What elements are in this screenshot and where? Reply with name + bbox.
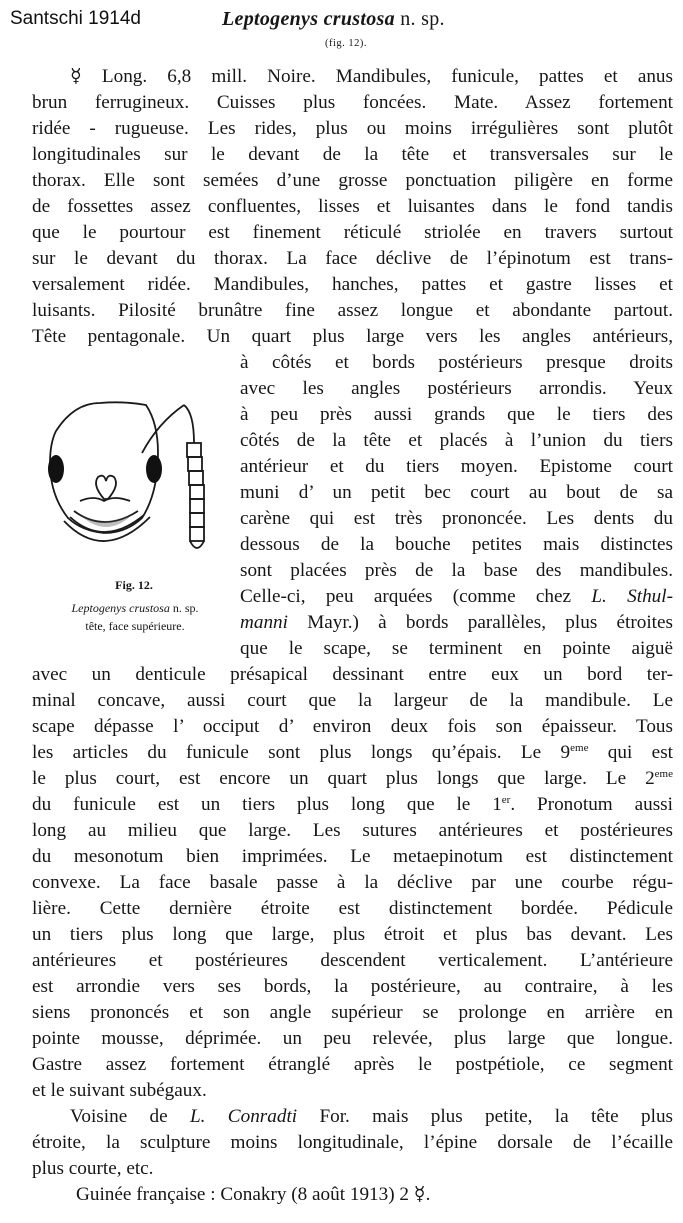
body-line: minal concave, aussi court que la largeur de la mandibule. Le: [32, 690, 673, 711]
figure-12: [34, 383, 214, 653]
line-text: Celle-ci, peu arquées (comme chez: [240, 586, 592, 607]
left-eye-shape: [48, 455, 64, 483]
body-line: ☿ Long. 6,8 mill. Noire. Mandibules, funicule, pattes et anus: [70, 66, 673, 87]
figure-label: Fig. 12.: [115, 578, 153, 592]
body-line: [32, 740, 673, 766]
body-line: de fossettes assez confluentes, lisses et luisantes dans le fond tandis: [32, 196, 673, 217]
species-reference: L. Conradti: [190, 1106, 298, 1127]
species-reference: L. Sthul-: [591, 586, 673, 607]
body-line: muni d’ un petit bec court au bout de sa: [240, 482, 673, 503]
line-text: For. mais plus petite, la tête plus: [297, 1106, 673, 1127]
body-line: thorax. Elle sont semées d’une grosse ponctuation piligère en forme: [32, 170, 673, 191]
caption-species-name: Leptogenys crustosa: [71, 601, 170, 615]
body-line: que le scape, se terminent en pointe aiguë: [240, 638, 673, 659]
citation-label: Santschi 1914d: [10, 8, 141, 29]
caption-suffix: n. sp.: [169, 601, 199, 615]
species-name: Leptogenys crustosa: [222, 8, 395, 30]
figure-reference: (fig. 12).: [325, 38, 368, 49]
body-line: et le suivant subégaux.: [32, 1080, 207, 1101]
body-line: long au milieu que large. Les sutures antérieures et postérieures: [32, 820, 673, 841]
ordinal-superscript: er: [501, 794, 511, 806]
line-text: Voisine de: [70, 1106, 190, 1127]
line-text: les articles du funicule sont plus longs qu’épais. Le 9: [32, 742, 571, 763]
body-line: luisants. Pilosité brunâtre fine assez longue et abondante partout.: [32, 300, 673, 321]
comparison-line: étroite, la sculpture moins longitudinale, l’épine dorsale de l’écaille: [32, 1132, 673, 1153]
body-line: sur le devant du thorax. La face déclive de l’épinotum est trans-: [32, 248, 673, 269]
species-reference: manni: [240, 612, 288, 633]
ordinal-superscript: eme: [654, 768, 673, 780]
right-eye-shape: [146, 455, 162, 483]
body-line: [240, 584, 673, 610]
comparison-line: [70, 1104, 673, 1130]
body-line: est arrondie vers ses bords, la postérieure, au contraire, à les: [32, 976, 673, 997]
body-line: à peu près aussi grands que le tiers des: [240, 404, 673, 425]
body-line: [32, 792, 673, 818]
body-line: ridée - rugueuse. Les rides, plus ou moins irrégulières sont plutôt: [32, 118, 673, 139]
figure-caption-species: [30, 601, 240, 616]
line-text: du funicule est un tiers plus long que le 1: [32, 794, 502, 815]
locality-line: Guinée française : Conakry (8 août 1913) 2 ☿.: [76, 1184, 431, 1205]
body-line: du mesonotum bien imprimées. Le metaepinotum est distinctement: [32, 846, 673, 867]
line-text: qui est: [588, 742, 673, 763]
body-line: un tiers plus long que large, plus étroit et plus bas devant. Les: [32, 924, 673, 945]
body-line: pointe mousse, déprimée. un peu relevée, plus large que longue.: [32, 1028, 673, 1049]
body-line: convexe. La face basale passe à la déclive par une courbe régu-: [32, 872, 673, 893]
new-species-marker: n. sp.: [394, 8, 445, 30]
body-line: [240, 610, 673, 636]
body-line: siens prononcés et son angle supérieur se prolonge en arrière en: [32, 1002, 673, 1023]
comparison-line: plus courte, etc.: [32, 1158, 154, 1179]
ordinal-superscript: eme: [570, 742, 589, 754]
body-line: carène qui est très prononcée. Les dents du: [240, 508, 673, 529]
species-title: [222, 8, 445, 31]
body-line: [32, 766, 673, 792]
body-line: longitudinales sur le devant de la tête et transversales sur le: [32, 144, 673, 165]
line-text: . Pronotum aussi: [510, 794, 673, 815]
ant-head-illustration: [34, 383, 214, 578]
body-line: avec un denticule présapical dessinant entre eux un bord ter-: [32, 664, 673, 685]
body-line: antérieures et postérieures descendent verticalement. L’antérieure: [32, 950, 673, 971]
body-line: Gastre assez fortement étranglé après le postpétiole, ce segment: [32, 1054, 673, 1075]
body-line: à côtés et bords postérieurs presque droits: [240, 352, 673, 373]
body-line: dessous de la bouche petites mais distinctes: [240, 534, 673, 555]
body-line: scape dépasse l’ occiput d’ environ deux fois son épaisseur. Tous: [32, 716, 673, 737]
body-line: que le pourtour est finement réticulé striolée en travers surtout: [32, 222, 673, 243]
body-line: versalement ridée. Mandibules, hanches, pattes et gastre lisses et: [32, 274, 673, 295]
line-text: le plus court, est encore un quart plus longs que large. Le 2: [32, 768, 655, 789]
body-line: lière. Cette dernière étroite est distinctement bordée. Pédicule: [32, 898, 673, 919]
line-text: Mayr.) à bords parallèles, plus étroites: [287, 612, 673, 633]
body-line: brun ferrugineux. Cuisses plus foncées. Mate. Assez fortement: [32, 92, 673, 113]
body-line: sont placées près de la base des mandibules.: [240, 560, 673, 581]
figure-caption-view: tête, face supérieure.: [85, 619, 185, 633]
body-line: Tête pentagonale. Un quart plus large vers les angles antérieurs,: [32, 326, 673, 347]
body-line: antérieur et du tiers moyen. Epistome court: [240, 456, 673, 477]
body-line: avec les angles postérieurs arrondis. Yeux: [240, 378, 673, 399]
body-line: côtés de la tête et placés à l’union du tiers: [240, 430, 673, 451]
